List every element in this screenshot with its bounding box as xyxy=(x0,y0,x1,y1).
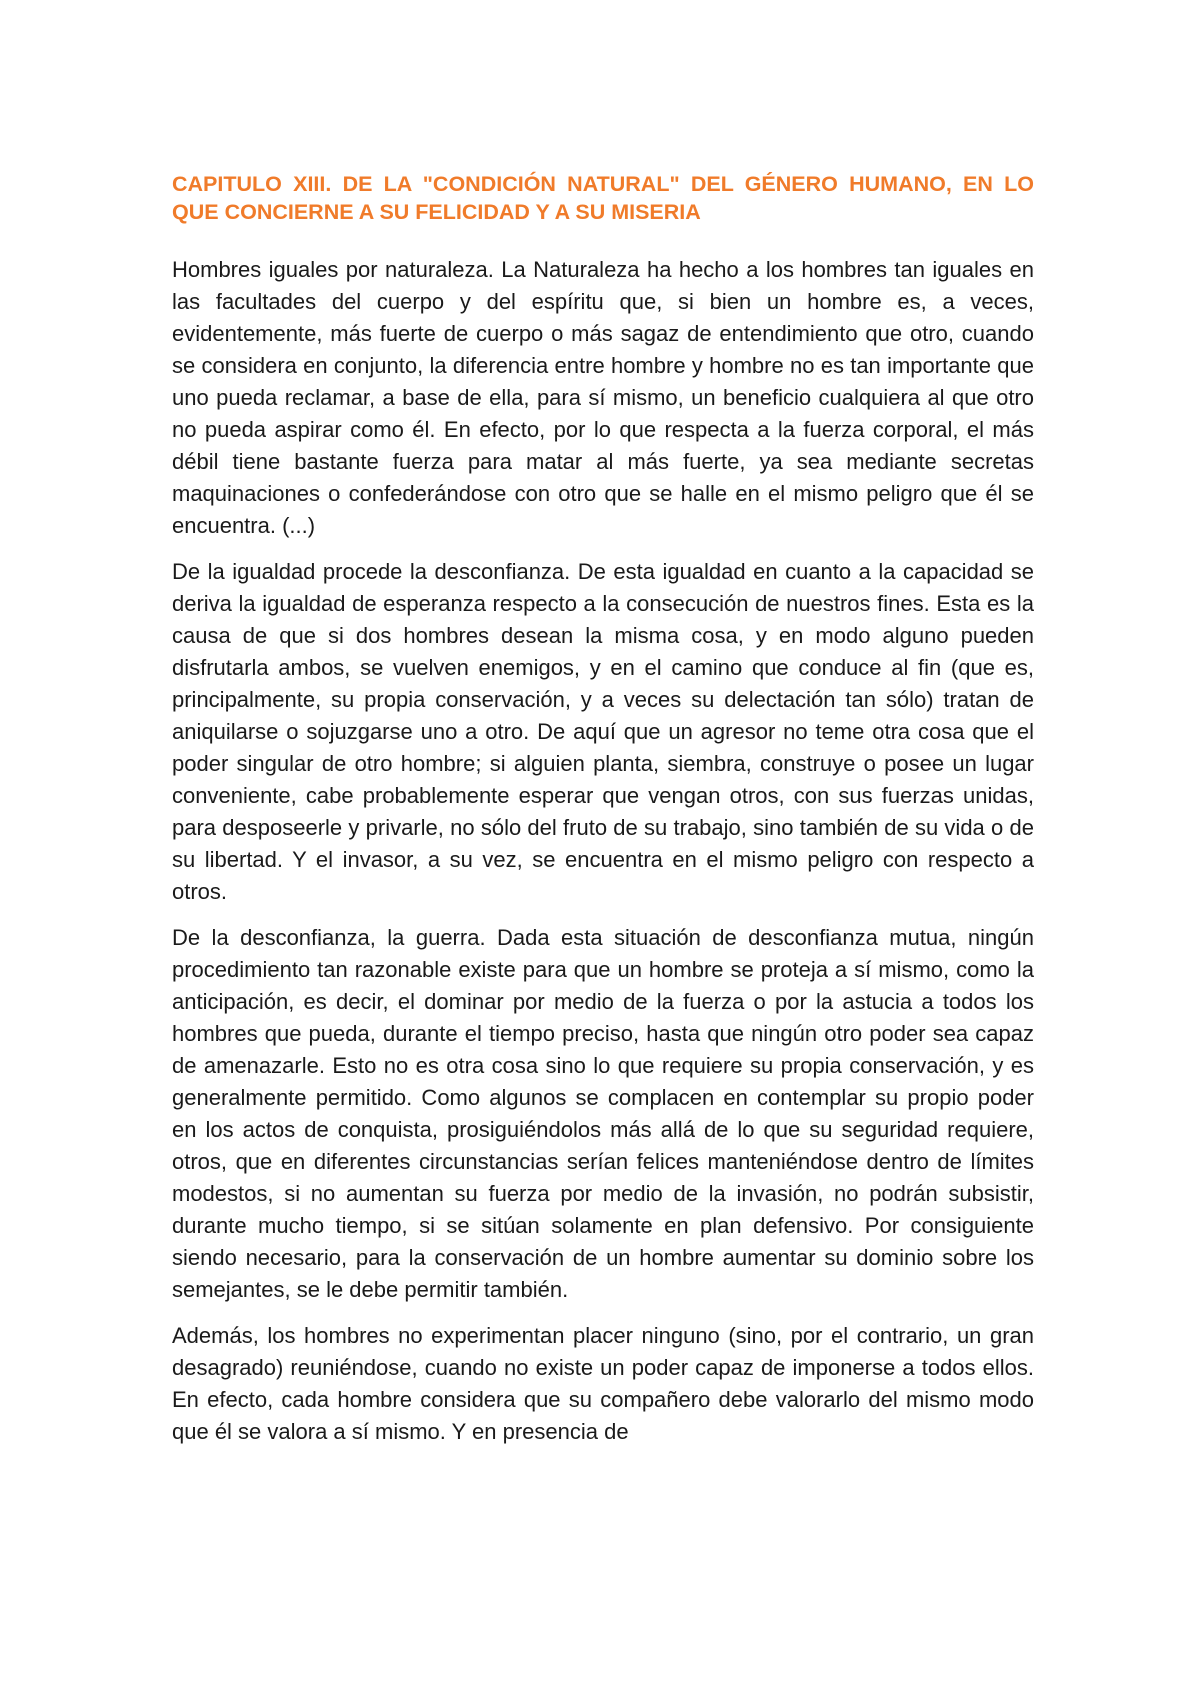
paragraph-distrust: De la igualdad procede la desconfianza. De esta igualdad en cuanto a la capacidad se deriva la igualdad de esperanza respecto a la consecución de nuestros fines. Esta es la causa de que si dos hombres desean la misma cosa, y en modo alguno pueden disfrutarla ambos, se vuelven enemigos, y en el camino que conduce al fin (que es, principalmente, su propia conservación, y a veces su delectación tan sólo) tratan de aniquilarse o sojuzgarse uno a otro. De aquí que un agresor no teme otra cosa que el poder singular de otro hombre; si alguien planta, siembra, construye o posee un lugar conveniente, cabe probablemente esperar que vengan otros, con sus fuerzas unidas, para desposeerle y privarle, no sólo del fruto de su trabajo, sino también de su vida o de su libertad. Y el invasor, a su vez, se encuentra en el mismo peligro con respecto a otros. xyxy=(172,559,1034,904)
chapter-heading xyxy=(172,170,1034,226)
paragraph-war: De la desconfianza, la guerra. Dada esta situación de desconfianza mutua, ningún procedimiento tan razonable existe para que un hombre se proteja a sí mismo, como la anticipación, es decir, el dominar por medio de la fuerza o por la astucia a todos los hombres que pueda, durante el tiempo preciso, hasta que ningún otro poder sea capaz de amenazarle. Esto no es otra cosa sino lo que requiere su propia conservación, y es generalmente permitido. Como algunos se complacen en contemplar su propio poder en los actos de conquista, prosiguiéndolos más allá de lo que su seguridad requiere, otros, que en diferentes circunstancias serían felices manteniéndose dentro de límites modestos, si no aumentan su fuerza por medio de la invasión, no podrán subsistir, durante mucho tiempo, si se sitúan solamente en plan defensivo. Por consiguiente siendo necesario, para la conservación de un hombre aumentar su dominio sobre los semejantes, se le debe permitir también. xyxy=(172,925,1034,1302)
document-page xyxy=(172,170,1034,1462)
paragraph-no-pleasure: Además, los hombres no experimentan placer ninguno (sino, por el contrario, un gran desagrado) reuniéndose, cuando no existe un poder capaz de imponerse a todos ellos. En efecto, cada hombre considera que su compañero debe valorarlo del mismo modo que él se valora a sí mismo. Y en presencia de xyxy=(172,1323,1034,1444)
chapter-number: CAPITULO XIII. xyxy=(172,172,332,196)
paragraph-natural-equality: Hombres iguales por naturaleza. La Naturaleza ha hecho a los hombres tan iguales en las facultades del cuerpo y del espíritu que, si bien un hombre es, a veces, evidentemente, más fuerte de cuerpo o más sagaz de entendimiento que otro, cuando se considera en conjunto, la diferencia entre hombre y hombre no es tan importante que uno pueda reclamar, a base de ella, para sí mismo, un beneficio cualquiera al que otro no pueda aspirar como él. En efecto, por lo que respecta a la fuerza corporal, el más débil tiene bastante fuerza para matar al más fuerte, ya sea mediante secretas maquinaciones o confederándose con otro que se halle en el mismo peligro que él se encuentra. (...) xyxy=(172,257,1034,538)
chapter-title: DE LA "CONDICIÓN NATURAL" DEL GÉNERO HUMANO, EN LO QUE CONCIERNE A SU FELICIDAD Y A SU MISERIA xyxy=(172,172,1034,224)
